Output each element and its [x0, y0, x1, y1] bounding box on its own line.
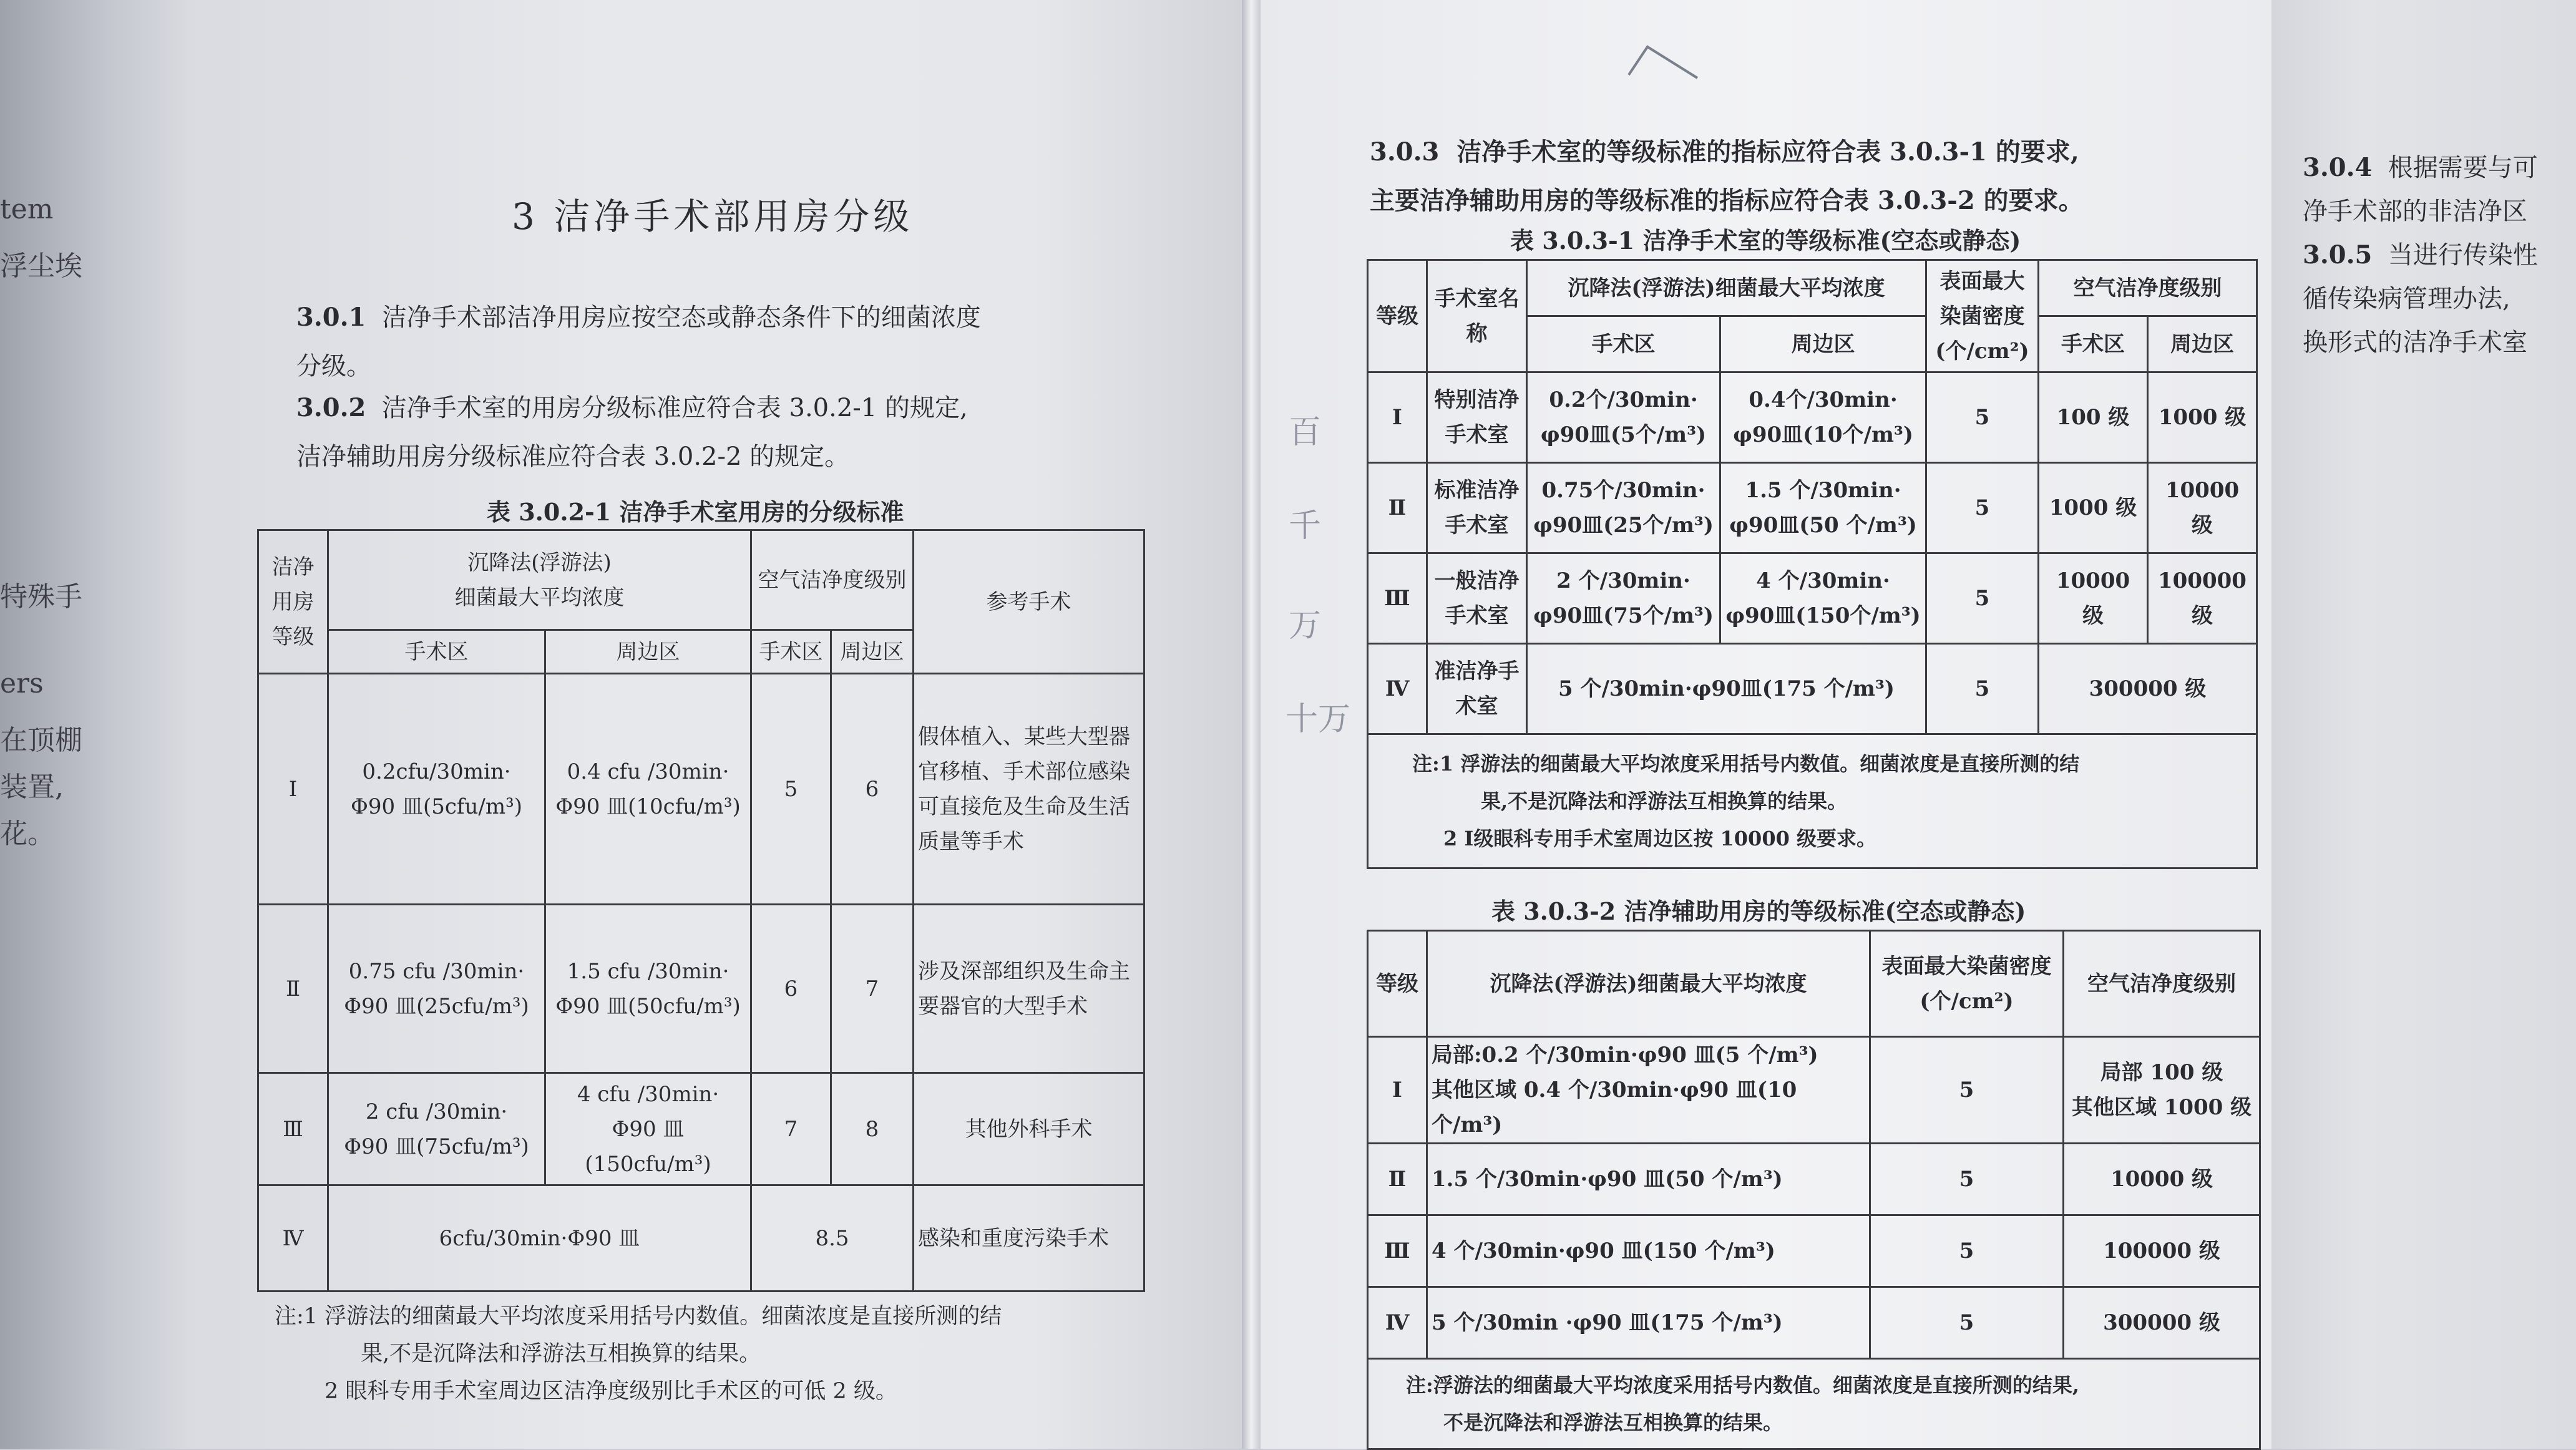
edge-line: tem [0, 193, 54, 225]
surface-cell: 5 [1870, 1287, 2064, 1359]
edge-line: 装置, [0, 771, 64, 803]
method-cell: 1.5 个/30min·φ90 皿(50 个/m³) [1427, 1144, 1870, 1215]
surface-cell: 5 [1870, 1215, 2064, 1287]
clause-text: 主要洁净辅助用房的等级标准的指标应符合表 3.0.3-2 的要求。 [1370, 186, 2084, 215]
reference-cell: 假体植入、某些大型器官移植、手术部位感染可直接危及生命及生活质量等手术 [914, 674, 1144, 905]
table-row [1368, 372, 2257, 463]
grade-cell: Ⅰ [258, 674, 328, 905]
grade-cell: Ⅰ [1368, 372, 1427, 463]
handwritten-note: 百 [1289, 414, 1322, 451]
table-notes [1368, 1359, 2260, 1449]
merged-concentration-cell: 6cfu/30min·Φ90 皿 [328, 1185, 751, 1292]
air-class-cell: 300000 级 [2064, 1287, 2260, 1359]
header-room-name: 手术室名称 [1427, 260, 1527, 372]
grade-cell: Ⅳ [1368, 644, 1427, 734]
method-cell: 4 个/30min·φ90 皿(150 个/m³) [1427, 1215, 1870, 1287]
header-op-zone: 手术区 [1527, 316, 1720, 372]
surface-cell: 5 [1926, 372, 2039, 463]
grade-cell: Ⅲ [258, 1073, 328, 1185]
grade-cell: Ⅰ [1368, 1037, 1427, 1144]
header-op-zone: 手术区 [751, 630, 831, 674]
table-3-0-3-2 [1367, 930, 2261, 1450]
op-zone-cell: 0.75 cfu /30min· Φ90 皿(25cfu/m³) [328, 905, 545, 1073]
table-notes [275, 1298, 1002, 1410]
table-row [1368, 1287, 2260, 1359]
clause-number: 3.0.1 [296, 303, 366, 332]
header-air-class: 空气洁净度级别 [751, 530, 914, 630]
clause-text: 洁净辅助用房分级标准应符合表 3.0.2-2 的规定。 [296, 442, 850, 471]
clause-3-0-1 [296, 293, 981, 391]
clause-text: 洁净手术室的等级标准的指标应符合表 3.0.3-1 的要求, [1456, 137, 2079, 167]
clause-3-0-2 [296, 384, 968, 481]
reference-cell: 涉及深部组织及生命主要器官的大型手术 [914, 905, 1144, 1073]
peri-zone-cell: 1.5 个/30min· φ90皿(50 个/m³) [1720, 463, 1926, 553]
table-row [1368, 1037, 2260, 1144]
note-line: 不是沉降法和浮游法互相换算的结果。 [1443, 1411, 1783, 1434]
table-row [258, 905, 1144, 1073]
header-peri-zone: 周边区 [2148, 316, 2257, 372]
edge-line: 特殊手 [0, 581, 82, 613]
header-grade: 洁净用房等级 [258, 530, 328, 674]
previous-page-edge [0, 0, 187, 1449]
surface-cell: 5 [1926, 553, 2039, 644]
peri-zone-cell: 1.5 cfu /30min· Φ90 皿(50cfu/m³) [545, 905, 751, 1073]
merged-air-cell: 8.5 [751, 1185, 914, 1292]
grade-cell: Ⅱ [258, 905, 328, 1073]
method-cell: 局部:0.2 个/30min·φ90 皿(5 个/m³) 其他区域 0.4 个/30min·φ90 皿(10 个/m³) [1427, 1037, 1870, 1144]
note-line: 果,不是沉降法和浮游法互相换算的结果。 [361, 1341, 761, 1366]
handwritten-note: 千 [1289, 507, 1322, 545]
merged-air-cell: 300000 级 [2039, 644, 2257, 734]
grade-cell: Ⅲ [1368, 1215, 1427, 1287]
header-grade: 等级 [1368, 260, 1427, 372]
method-cell: 5 个/30min ·φ90 皿(175 个/m³) [1427, 1287, 1870, 1359]
edge-line: 净手术部的非洁净区 [2303, 197, 2527, 226]
handwritten-note: 十万 [1286, 701, 1351, 738]
table-notes-row [1368, 734, 2257, 869]
edge-line: 花。 [0, 818, 55, 850]
table-row [258, 1185, 1144, 1292]
surface-cell: 5 [1926, 644, 2039, 734]
surface-cell: 5 [1870, 1037, 2064, 1144]
air-class-cell: 10000 级 [2064, 1144, 2260, 1215]
handwritten-note: 万 [1289, 607, 1322, 645]
peri-zone-cell: 4 个/30min· φ90皿(150个/m³) [1720, 553, 1926, 644]
left-page [187, 0, 1242, 1449]
header-method: 沉降法(浮游法)细菌最大平均浓度 [1427, 931, 1870, 1037]
table-3-0-3-1 [1367, 259, 2258, 869]
air-class-cell: 100000 级 [2064, 1215, 2260, 1287]
surface-cell: 5 [1870, 1144, 2064, 1215]
table-row [1368, 553, 2257, 644]
header-peri-zone: 周边区 [831, 630, 914, 674]
header-method: 沉降法(浮游法)细菌最大平均浓度 [1527, 260, 1926, 316]
note-line: 注:1 浮游法的细菌最大平均浓度采用括号内数值。细菌浓度是直接所测的结 [275, 1304, 1002, 1329]
merged-concentration-cell: 5 个/30min·φ90皿(175 个/m³) [1527, 644, 1926, 734]
edge-line: 浮尘埃 [0, 250, 82, 282]
header-surface: 表面最大染菌密度(个/cm²) [1870, 931, 2064, 1037]
op-zone-cell: 0.2个/30min· φ90皿(5个/m³) [1527, 372, 1720, 463]
grade-cell: Ⅲ [1368, 553, 1427, 644]
op-zone-cell: 0.75个/30min· φ90皿(25个/m³) [1527, 463, 1720, 553]
grade-cell: Ⅳ [1368, 1287, 1427, 1359]
note-line: 注:浮游法的细菌最大平均浓度采用括号内数值。细菌浓度是直接所测的结果, [1406, 1373, 2079, 1397]
clause-number: 3.0.3 [1370, 137, 1440, 167]
surface-cell: 5 [1926, 463, 2039, 553]
clause-number: 3.0.2 [296, 393, 366, 422]
air-peri-cell: 6 [831, 674, 914, 905]
table-caption: 表 3.0.2-1 洁净手术室用房的分级标准 [487, 498, 904, 526]
air-peri-cell: 1000 级 [2148, 372, 2257, 463]
edge-line: 循传染病管理办法, [2303, 285, 2510, 313]
reference-cell: 其他外科手术 [914, 1073, 1144, 1185]
note-line: 2 Ⅰ级眼科专用手术室周边区按 10000 级要求。 [1443, 827, 1876, 850]
header-grade: 等级 [1368, 931, 1427, 1037]
header-op-zone: 手术区 [328, 630, 545, 674]
table-3-0-2-1 [257, 529, 1145, 1292]
air-op-cell: 1000 级 [2039, 463, 2148, 553]
air-peri-cell: 8 [831, 1073, 914, 1185]
note-line: 2 眼科专用手术室周边区洁净度级别比手术区的可低 2 级。 [324, 1379, 897, 1404]
table-caption: 表 3.0.3-2 洁净辅助用房的等级标准(空态或静态) [1491, 897, 2026, 925]
air-op-cell: 100 级 [2039, 372, 2148, 463]
table-notes-row [1368, 1359, 2260, 1449]
air-peri-cell: 10000 级 [2148, 463, 2257, 553]
clause-text: 洁净手术部洁净用房应按空态或静态条件下的细菌浓度 [381, 303, 981, 332]
op-zone-cell: 2 cfu /30min· Φ90 皿(75cfu/m³) [328, 1073, 545, 1185]
peri-zone-cell: 0.4 cfu /30min· Φ90 皿(10cfu/m³) [545, 674, 751, 905]
peri-zone-cell: 0.4个/30min· φ90皿(10个/m³) [1720, 372, 1926, 463]
note-line: 果,不是沉降法和浮游法互相换算的结果。 [1481, 789, 1848, 813]
header-peri-zone: 周边区 [545, 630, 751, 674]
op-zone-cell: 2 个/30min· φ90皿(75个/m³) [1527, 553, 1720, 644]
air-op-cell: 7 [751, 1073, 831, 1185]
edge-clause-3-0-4: 3.0.4 根据需要与可 [2303, 153, 2538, 182]
table-row [1368, 1215, 2260, 1287]
air-peri-cell: 7 [831, 905, 914, 1073]
clause-text: 分级。 [296, 352, 371, 381]
edge-line: 在顶棚 [0, 724, 82, 756]
next-page-edge [2271, 0, 2576, 1449]
header-peri-zone: 周边区 [1720, 316, 1926, 372]
header-reference: 参考手术 [914, 530, 1144, 674]
header-method: 沉降法(浮游法) 细菌最大平均浓度 [328, 530, 751, 630]
reference-cell: 感染和重度污染手术 [914, 1185, 1144, 1292]
grade-cell: Ⅱ [1368, 463, 1427, 553]
right-page [1261, 0, 2271, 1449]
air-peri-cell: 100000 级 [2148, 553, 2257, 644]
room-name-cell: 准洁净手术室 [1427, 644, 1527, 734]
grade-cell: Ⅱ [1368, 1144, 1427, 1215]
table-row [258, 674, 1144, 905]
room-name-cell: 一般洁净手术室 [1427, 553, 1527, 644]
clause-text: 洁净手术室的用房分级标准应符合表 3.0.2-1 的规定, [381, 394, 968, 422]
header-air-class: 空气洁净度级别 [2039, 260, 2257, 316]
table-row [1368, 463, 2257, 553]
table-row [1368, 1144, 2260, 1215]
grade-cell: Ⅳ [258, 1185, 328, 1292]
room-name-cell: 特别洁净手术室 [1427, 372, 1527, 463]
air-op-cell: 6 [751, 905, 831, 1073]
chapter-title: 3 洁净手术部用房分级 [512, 195, 914, 238]
op-zone-cell: 0.2cfu/30min· Φ90 皿(5cfu/m³) [328, 674, 545, 905]
air-class-cell: 局部 100 级 其他区域 1000 级 [2064, 1037, 2260, 1144]
table-notes [1368, 734, 2257, 869]
header-surface: 表面最大染菌密度(个/cm²) [1926, 260, 2039, 372]
note-line: 注:1 浮游法的细菌最大平均浓度采用括号内数值。细菌浓度是直接所测的结 [1412, 752, 2080, 776]
edge-line: 换形式的洁净手术室 [2303, 328, 2527, 357]
clause-3-0-3 [1370, 128, 2084, 225]
table-caption: 表 3.0.3-1 洁净手术室的等级标准(空态或静态) [1510, 226, 2021, 255]
header-op-zone: 手术区 [2039, 316, 2148, 372]
air-op-cell: 5 [751, 674, 831, 905]
table-row [258, 1073, 1144, 1185]
air-op-cell: 10000 级 [2039, 553, 2148, 644]
edge-line: ers [0, 668, 44, 699]
peri-zone-cell: 4 cfu /30min· Φ90 皿(150cfu/m³) [545, 1073, 751, 1185]
room-name-cell: 标准洁净手术室 [1427, 463, 1527, 553]
pencil-caret-mark [1622, 37, 1710, 87]
header-air-class: 空气洁净度级别 [2064, 931, 2260, 1037]
edge-clause-3-0-5: 3.0.5 当进行传染性 [2303, 240, 2538, 270]
table-row [1368, 644, 2257, 734]
book-gutter [1242, 0, 1261, 1449]
